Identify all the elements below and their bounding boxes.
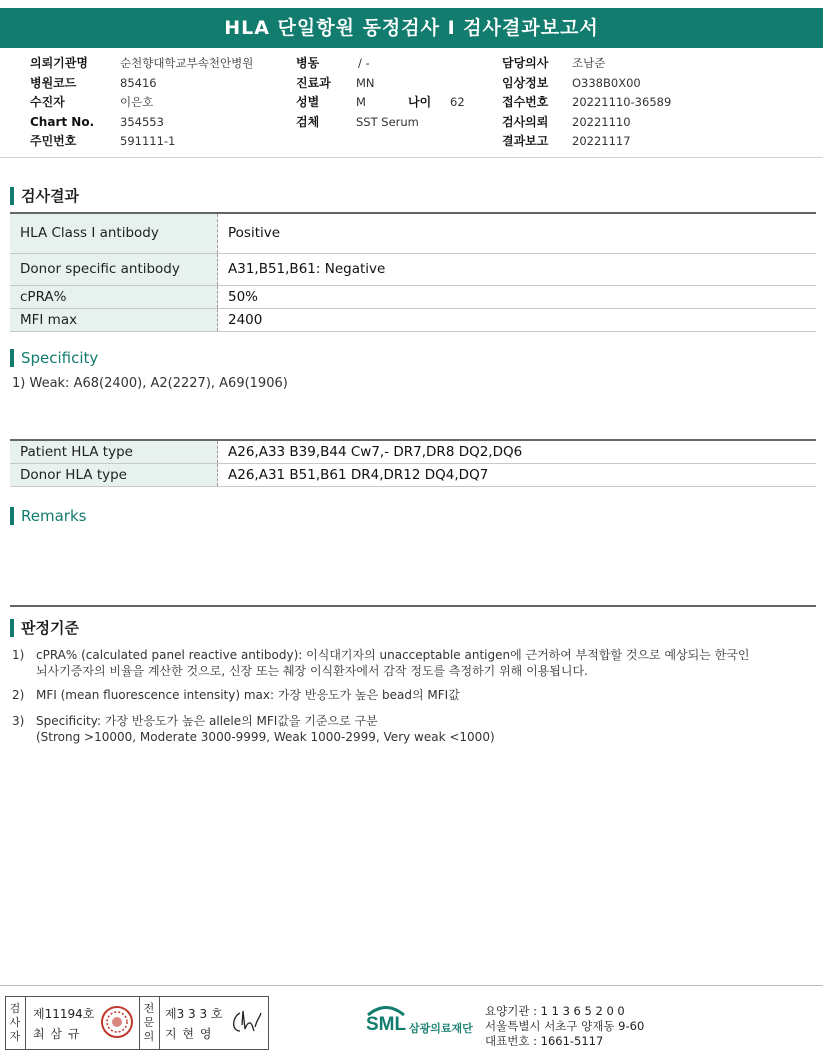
result-label: MFI max (10, 308, 218, 331)
info-label: 담당의사 (502, 56, 549, 70)
info-row (502, 113, 802, 133)
info-value: 354553 (120, 114, 164, 129)
org-line: 요양기관 : 1 1 3 6 5 2 0 0 (485, 1004, 625, 1018)
org-line: 서울특별시 서초구 양재동 9-60 (485, 1019, 645, 1033)
logo-text: SML (366, 1014, 407, 1035)
hla-value: A26,A33 B39,B44 Cw7,- DR7,DR8 DQ2,DQ6 (218, 440, 817, 464)
info-value: MN (356, 75, 375, 90)
info-label: 의뢰기관명 (30, 56, 88, 70)
role-char: 의 (143, 1030, 155, 1043)
remarks-heading: Remarks (10, 507, 86, 525)
criteria-heading: 판정기준 (10, 619, 79, 637)
info-row (30, 54, 290, 74)
criteria-text: MFI (mean fluorescence intensity) max: 가장 반응도가 높은 bead의 MFI값 (36, 688, 460, 702)
divider (159, 997, 160, 1049)
results-table (10, 212, 816, 332)
info-label: 성별 (296, 95, 320, 110)
info-label: Chart No. (30, 114, 95, 129)
info-row (30, 132, 290, 152)
info-row (502, 132, 802, 152)
info-value: 조남준 (572, 56, 606, 70)
info-value: 20221117 (572, 134, 631, 149)
role-char: 문 (143, 1016, 155, 1029)
patient-info-mid (296, 54, 486, 132)
criteria-text: cPRA% (calculated panel reactive antibody): 이식대기자의 unacceptable antigen에 근거하여 부적합할 것으로 예상되는 한국인 (36, 648, 750, 662)
info-value: M (356, 95, 366, 110)
result-label: cPRA% (10, 285, 218, 308)
footer-divider (0, 985, 823, 986)
result-value: A31,B51,B61: Negative (218, 253, 817, 285)
info-row (502, 54, 802, 74)
info-value: 20221110-36589 (572, 95, 672, 110)
criteria-text: (Strong >10000, Moderate 3000-9999, Weak 1000-2999, Very weak <1000) (36, 730, 495, 744)
table-row (10, 440, 816, 464)
info-row (30, 93, 290, 113)
criteria-number: 2) (12, 688, 25, 702)
header-divider (0, 157, 823, 158)
info-row (296, 93, 486, 113)
info-label: 결과보고 (502, 134, 549, 149)
result-label: Donor specific antibody (10, 253, 218, 285)
info-value: 85416 (120, 75, 157, 90)
table-row (10, 213, 816, 253)
info-value: 20221110 (572, 114, 631, 129)
info-label: 검사의뢰 (502, 114, 549, 129)
physician-role-label (142, 1002, 156, 1044)
org-line: 대표번호 : 1661-5117 (485, 1034, 604, 1048)
hla-type-table (10, 439, 816, 487)
signature-box (5, 996, 269, 1050)
criteria-item (12, 687, 460, 703)
result-value: Positive (218, 213, 817, 253)
role-char: 사 (9, 1016, 21, 1029)
role-char: 자 (9, 1030, 21, 1043)
criteria-text: 뇌사기증자의 비율을 계산한 것으로, 신장 또는 췌장 이식환자에서 감작 정도를 측정하기 위해 이용됩니다. (36, 664, 588, 678)
patient-info-right (502, 54, 802, 152)
logo-korean-text: 삼광의료재단 (409, 1022, 473, 1035)
physician-license: 제3 3 3 호 (165, 1007, 223, 1021)
info-value: O338B0X00 (572, 75, 641, 90)
age-value: 62 (450, 95, 465, 110)
results-heading: 검사결과 (10, 187, 79, 205)
result-label: HLA Class I antibody (10, 213, 218, 253)
info-row (502, 93, 802, 113)
age-label: 나이 (408, 95, 432, 110)
info-row (296, 54, 486, 74)
info-row (30, 74, 290, 94)
hla-label: Patient HLA type (10, 440, 218, 464)
info-value: 591111-1 (120, 134, 176, 149)
criteria-item (12, 647, 749, 679)
criteria-number: 3) (12, 714, 25, 728)
hla-label: Donor HLA type (10, 464, 218, 487)
criteria-item (12, 713, 495, 745)
handwritten-signature-icon (228, 1007, 262, 1037)
info-row (296, 113, 486, 133)
seal-stamp-icon (100, 1005, 134, 1039)
specificity-heading: Specificity (10, 349, 98, 367)
hla-value: A26,A31 B51,B61 DR4,DR12 DQ4,DQ7 (218, 464, 817, 487)
criteria-divider (10, 605, 816, 607)
info-value: 순천향대학교부속천안병원 (120, 56, 254, 70)
info-value: / - (358, 56, 370, 70)
info-row (30, 113, 290, 133)
info-label: 임상정보 (502, 75, 549, 90)
report-title: HLA 단일항원 동정검사 I 검사결과보고서 (0, 8, 823, 48)
info-label: 진료과 (296, 75, 331, 90)
patient-info-left (30, 54, 290, 152)
examiner-name: 최 삼 규 (33, 1027, 81, 1041)
examiner-license: 제11194호 (33, 1007, 95, 1021)
specificity-line: 1) Weak: A68(2400), A2(2227), A69(1906) (12, 376, 288, 391)
table-row (10, 253, 816, 285)
info-label: 접수번호 (502, 95, 549, 110)
examiner-role-label (8, 1002, 22, 1044)
divider (25, 997, 26, 1049)
info-value: SST Serum (356, 114, 419, 129)
result-value: 50% (218, 285, 817, 308)
result-value: 2400 (218, 308, 817, 331)
info-label: 검체 (296, 114, 320, 129)
info-label: 수진자 (30, 95, 65, 110)
info-row (296, 74, 486, 94)
table-row (10, 285, 816, 308)
table-row (10, 464, 816, 487)
physician-name: 지 현 영 (165, 1027, 213, 1041)
criteria-text: Specificity: 가장 반응도가 높은 allele의 MFI값을 기준으로 구분 (36, 714, 378, 728)
info-label: 병원코드 (30, 75, 77, 90)
organization-info (485, 1004, 644, 1049)
role-char: 검 (9, 1002, 21, 1015)
criteria-number: 1) (12, 648, 25, 662)
table-row (10, 308, 816, 331)
role-char: 전 (143, 1002, 155, 1015)
divider (139, 997, 140, 1049)
info-label: 병동 (296, 56, 320, 70)
info-value: 이은호 (120, 95, 154, 110)
info-row (502, 74, 802, 94)
info-label: 주민번호 (30, 134, 77, 149)
